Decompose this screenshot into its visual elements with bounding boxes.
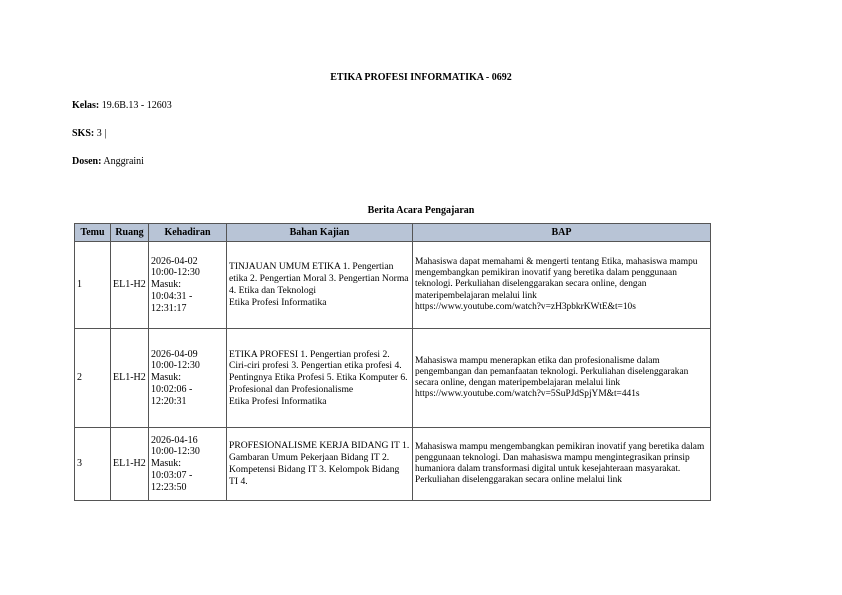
temu-cell: 1	[75, 242, 111, 329]
mata-kuliah: Etika Profesi Informatika	[229, 296, 327, 308]
bahan-kajian-cell	[227, 329, 413, 428]
dosen-label: Dosen:	[72, 156, 102, 167]
table-header-row	[75, 224, 711, 242]
kehadiran-cell	[149, 329, 227, 428]
bap-text: Mahasiswa mampu menerapkan etika dan profesionalisme dalam pengembangan dan pemanfaatan teknologi. Perkuliahan diselenggarakan secara online, dengan materipembelajaran melalui link	[415, 355, 689, 388]
table-row	[75, 428, 711, 501]
bap-text: Mahasiswa dapat memahami & mengerti tentang Etika, mahasiswa mampu mengembangkan pemikiran inovatif yang beretika dalam penggunaan teknologi. Perkuliahan diselenggarakan secara online, dengan materipembelajaran melalui link	[415, 256, 698, 301]
jam: 10:00-12:30	[151, 360, 200, 372]
dosen-line	[72, 156, 144, 167]
masuk-label: Masuk:	[151, 279, 181, 291]
kelas-label: Kelas:	[72, 100, 100, 111]
sks-value: 3 |	[96, 128, 107, 139]
kehadiran-cell	[149, 242, 227, 329]
masuk-label: Masuk:	[151, 372, 181, 384]
jam: 10:00-12:30	[151, 446, 200, 458]
tanggal: 2026-04-02	[151, 255, 198, 267]
dosen-value: Anggraini	[103, 156, 144, 167]
temu-cell: 3	[75, 428, 111, 501]
tanggal: 2026-04-16	[151, 434, 198, 446]
tanggal: 2026-04-09	[151, 348, 198, 360]
bap-cell	[413, 428, 711, 501]
bap-table	[74, 223, 711, 501]
table-row	[75, 329, 711, 428]
kehadiran-cell	[149, 428, 227, 501]
header-kehadiran: Kehadiran	[149, 224, 227, 242]
masuk-label: Masuk:	[151, 458, 181, 470]
mata-kuliah: Etika Profesi Informatika	[229, 395, 327, 407]
sks-line	[72, 128, 106, 139]
header-temu: Temu	[75, 224, 111, 242]
masuk-time: 10:03:07 - 12:23:50	[151, 469, 193, 493]
masuk-time: 10:02:06 - 12:20:31	[151, 383, 193, 407]
bahan-text: PROFESIONALISME KERJA BIDANG IT 1. Gambaran Umum Pekerjaan Bidang IT 2. Kompetensi Bidang IT 3. Kelompok Bidang TI 4.	[229, 440, 410, 487]
header-ruang: Ruang	[111, 224, 149, 242]
temu-cell: 2	[75, 329, 111, 428]
section-heading: Berita Acara Pengajaran	[367, 205, 475, 216]
bap-cell	[413, 329, 711, 428]
bahan-kajian-cell	[227, 428, 413, 501]
jam: 10:00-12:30	[151, 267, 200, 279]
bahan-text: ETIKA PROFESI 1. Pengertian profesi 2. Ciri-ciri profesi 3. Pengertian etika profesi 4. Pentingnya Etika Profesi 5. Etika Komputer 6. Profesional dan Profesionalisme	[229, 348, 408, 395]
kelas-line	[72, 100, 172, 111]
kelas-value: 19.6B.13 - 12603	[101, 100, 172, 111]
bahan-text: TINJAUAN UMUM ETIKA 1. Pengertian etika 2. Pengertian Moral 3. Pengertian Norma 4. Etika dan Teknologi	[229, 261, 409, 296]
ruang-cell: EL1-H2	[111, 242, 149, 329]
bap-text: Mahasiswa mampu mengembangkan pemikiran inovatif yang beretika dalam penggunaan teknologi. Dan mahasiswa mampu mengintegrasikan prinsip humaniora dalam transformasi digital untuk kesejahteraan masyarakat. Perkuliahan diselenggarakan secara online melalui link	[415, 441, 705, 486]
sks-label: SKS:	[72, 128, 95, 139]
bap-cell	[413, 242, 711, 329]
bap-link[interactable]: https://www.youtube.com/watch?v=zH3pbkrKWtE&t=10s	[415, 301, 636, 312]
ruang-cell: EL1-H2	[111, 428, 149, 501]
masuk-time: 10:04:31 - 12:31:17	[151, 290, 193, 314]
bap-link[interactable]: https://www.youtube.com/watch?v=5SuPJdSpjYM&t=441s	[415, 389, 640, 400]
header-bahan-kajian: Bahan Kajian	[227, 224, 413, 242]
bahan-kajian-cell	[227, 242, 413, 329]
document-title: ETIKA PROFESI INFORMATIKA - 0692	[330, 72, 512, 83]
header-bap: BAP	[413, 224, 711, 242]
ruang-cell: EL1-H2	[111, 329, 149, 428]
table-row	[75, 242, 711, 329]
